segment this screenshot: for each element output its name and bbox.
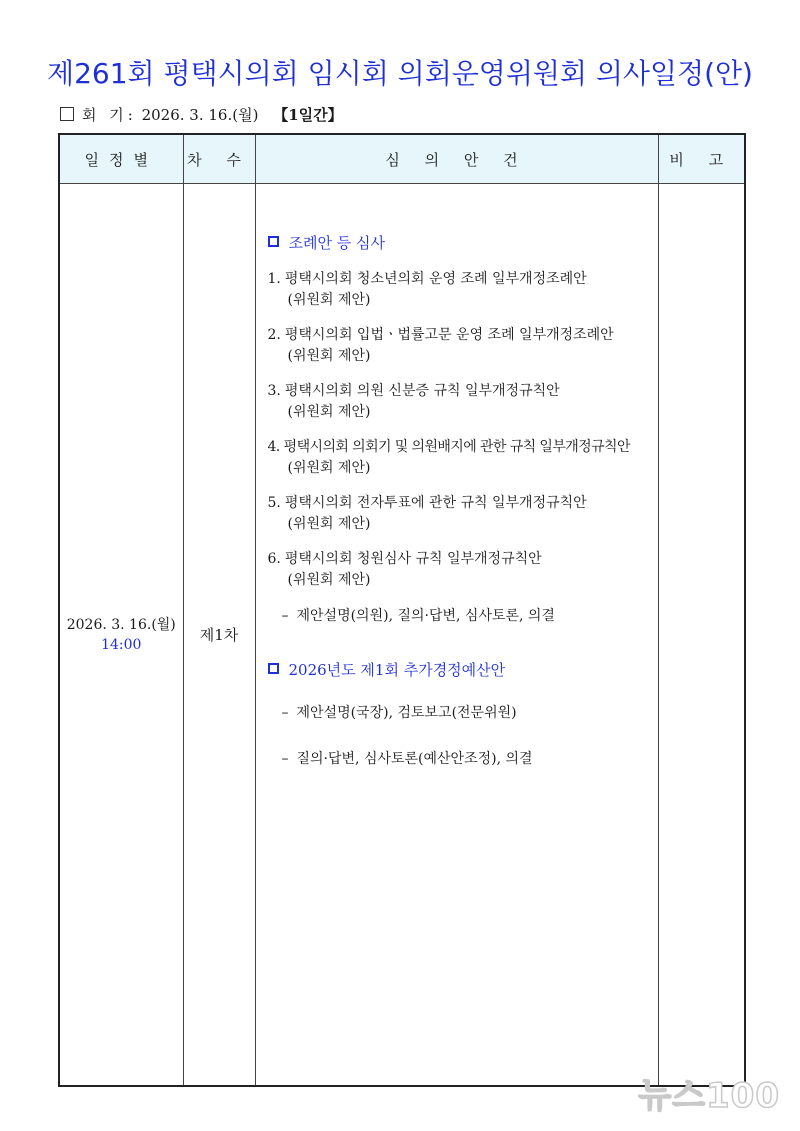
- header-schedule: 일정별: [59, 134, 183, 184]
- header-agenda: 심 의 안 건: [255, 134, 658, 184]
- round-cell: 제1차: [183, 184, 255, 1087]
- item-proposer: (위원회 제안): [287, 404, 371, 420]
- page-title: 제261회 평택시의회 임시회 의회운영위원회 의사일정(안): [47, 57, 753, 90]
- section-budget: [268, 659, 658, 680]
- section-title: 2026년도 제1회 추가경정예산안: [288, 661, 506, 679]
- item-title: 평택시의회 청원심사 규칙 일부개정규칙안: [284, 551, 542, 567]
- remarks-cell: [658, 184, 745, 1087]
- item-title: 평택시의회 의원 신분증 규칙 일부개정규칙안: [284, 383, 560, 399]
- session-period: [60, 104, 343, 125]
- item-proposer: (위원회 제안): [287, 516, 371, 532]
- session-duration: 【1일간】: [273, 106, 343, 124]
- watermark-logo: 뉴스100: [638, 1076, 780, 1116]
- table-header-row: [59, 134, 745, 184]
- header-remarks: 비 고: [658, 134, 745, 184]
- item-proposer: (위원회 제안): [287, 348, 371, 364]
- checkbox-square-icon: [60, 107, 74, 121]
- list-item: [268, 381, 658, 423]
- item-number: 1.: [267, 271, 281, 287]
- header-round: 차 수: [183, 134, 255, 184]
- item-title: 평택시의회 전자투표에 관한 규칙 일부개정규칙안: [284, 495, 587, 511]
- table-row: [59, 184, 745, 1087]
- procedure-line: [282, 748, 658, 768]
- schedule-time: 14:00: [101, 636, 142, 653]
- item-proposer: (위원회 제안): [287, 572, 371, 588]
- session-label: 회 기:: [82, 106, 137, 124]
- schedule-cell: [59, 184, 183, 1087]
- procedure-line: [282, 605, 658, 625]
- list-item: [268, 269, 658, 311]
- item-number: 5.: [267, 495, 281, 511]
- item-number: 2.: [267, 327, 281, 343]
- procedure-text: 제안설명(국장), 검토보고(전문위원): [296, 705, 517, 721]
- procedure-text: 질의·답변, 심사토론(예산안조정), 의결: [296, 751, 533, 767]
- schedule-date: 2026. 3. 16.(월): [66, 616, 176, 633]
- session-dates: 2026. 3. 16.(월): [141, 106, 259, 124]
- list-item: [268, 549, 658, 591]
- item-proposer: (위원회 제안): [287, 292, 371, 308]
- item-title: 평택시의회 의회기 및 의원배지에 관한 규칙 일부개정규칙안: [283, 439, 630, 455]
- procedure-text: 제안설명(의원), 질의·답변, 심사토론, 의결: [296, 608, 555, 624]
- item-proposer: (위원회 제안): [287, 460, 371, 476]
- agenda-table: [58, 133, 746, 1087]
- item-title: 평택시의회 청소년의회 운영 조례 일부개정조례안: [284, 271, 587, 287]
- procedure-line: [282, 702, 658, 722]
- list-item: [268, 325, 658, 367]
- square-bullet-icon: [268, 663, 279, 674]
- section-title: 조례안 등 심사: [288, 234, 385, 252]
- dash-icon: –: [281, 751, 289, 767]
- item-number: 3.: [267, 383, 281, 399]
- item-number: 6.: [267, 551, 281, 567]
- item-number: 4.: [267, 439, 280, 455]
- list-item: [268, 493, 658, 535]
- dash-icon: –: [281, 608, 289, 624]
- item-title: 평택시의회 입법ㆍ법률고문 운영 조례 일부개정조례안: [284, 327, 614, 343]
- dash-icon: –: [281, 705, 289, 721]
- square-bullet-icon: [268, 236, 279, 247]
- list-item: [268, 437, 658, 479]
- agenda-cell: [255, 184, 658, 1087]
- section-ordinance: [268, 232, 658, 253]
